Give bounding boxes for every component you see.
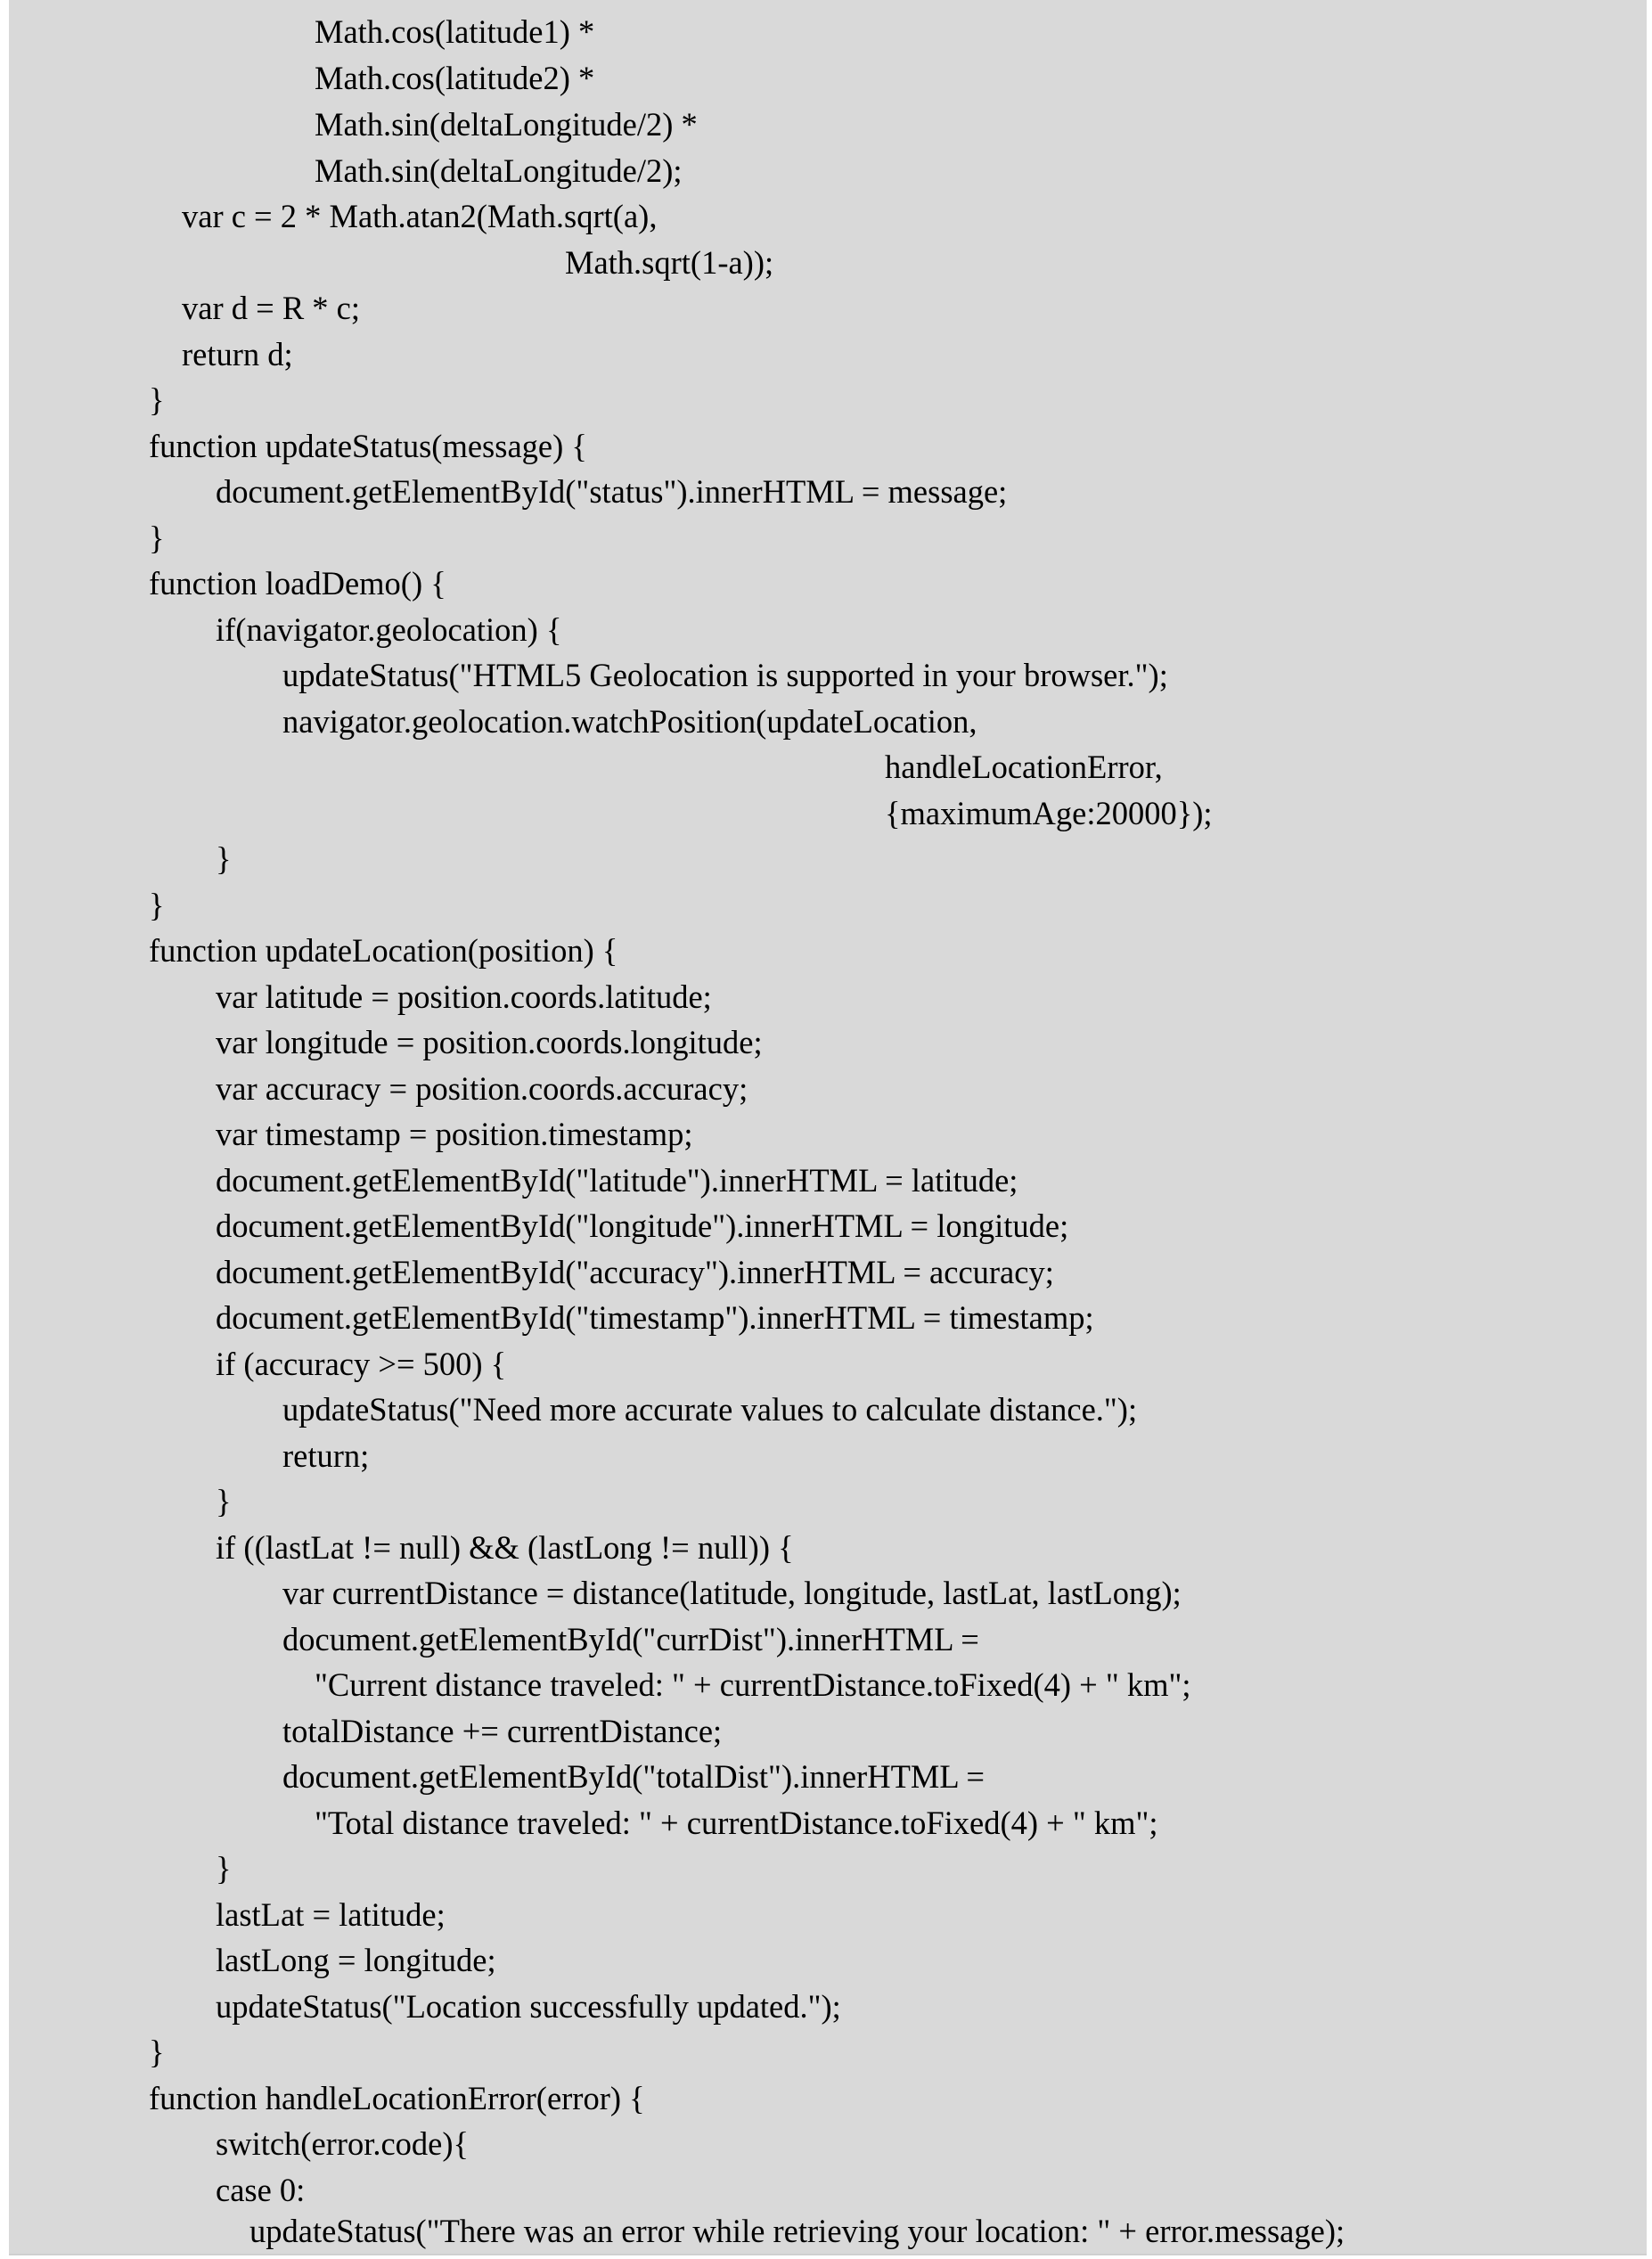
- code-line: totalDistance += currentDistance;: [282, 1713, 723, 1749]
- code-line: "Total distance traveled: " + currentDistance.toFixed(4) + " km";: [315, 1805, 1158, 1841]
- code-line: Math.cos(latitude2) *: [315, 60, 595, 96]
- code-line: handleLocationError,: [885, 749, 1163, 785]
- code-line: "Current distance traveled: " + currentDistance.toFixed(4) + " km";: [315, 1666, 1191, 1703]
- code-line: var longitude = position.coords.longitude;: [216, 1024, 763, 1060]
- code-line: var c = 2 * Math.atan2(Math.sqrt(a),: [182, 198, 658, 234]
- code-line: }: [216, 840, 232, 877]
- code-line: updateStatus("HTML5 Geolocation is supported in your browser.");: [282, 657, 1168, 693]
- code-line: document.getElementById("currDist").innerHTML =: [282, 1621, 979, 1657]
- code-line: lastLat = latitude;: [216, 1896, 446, 1933]
- code-line: switch(error.code){: [216, 2125, 470, 2162]
- code-line: var currentDistance = distance(latitude, longitude, lastLat, lastLong);: [282, 1575, 1182, 1611]
- code-line: if(navigator.geolocation) {: [216, 611, 562, 648]
- code-line: }: [149, 887, 165, 923]
- code-line: updateStatus("Need more accurate values to calculate distance.");: [282, 1391, 1138, 1428]
- code-line: Math.cos(latitude1) *: [315, 13, 595, 50]
- code-line: return;: [282, 1437, 370, 1474]
- code-line: return d;: [182, 336, 293, 372]
- code-line: }: [216, 1850, 232, 1887]
- code-line: {maximumAge:20000});: [885, 795, 1213, 831]
- code-line: case 0:: [216, 2172, 306, 2208]
- code-line: }: [149, 381, 165, 418]
- code-line: document.getElementById("status").innerHTML = message;: [216, 473, 1008, 510]
- code-line: navigator.geolocation.watchPosition(updateLocation,: [282, 703, 977, 740]
- code-line: }: [149, 2034, 165, 2070]
- code-line: document.getElementById("timestamp").innerHTML = timestamp;: [216, 1299, 1094, 1336]
- code-line: updateStatus("Location successfully updated.");: [216, 1988, 841, 2025]
- code-line: function handleLocationError(error) {: [149, 2080, 645, 2116]
- code-line: var d = R * c;: [182, 290, 361, 326]
- code-line: if (accuracy >= 500) {: [216, 1346, 507, 1382]
- code-line: updateStatus("There was an error while retrieving your location: " + error.message);: [249, 2213, 1345, 2249]
- code-line: Math.sqrt(1-a));: [565, 244, 774, 281]
- code-line: lastLong = longitude;: [216, 1942, 496, 1978]
- code-line: var accuracy = position.coords.accuracy;: [216, 1070, 748, 1107]
- code-line: function loadDemo() {: [149, 565, 446, 602]
- code-line: document.getElementById("accuracy").innerHTML = accuracy;: [216, 1254, 1054, 1290]
- code-line: if ((lastLat != null) && (lastLong != null)) {: [216, 1529, 794, 1566]
- code-line: document.getElementById("latitude").innerHTML = latitude;: [216, 1162, 1018, 1199]
- code-line: var latitude = position.coords.latitude;: [216, 978, 712, 1015]
- code-line: Math.sin(deltaLongitude/2) *: [315, 106, 698, 143]
- code-line: document.getElementById("totalDist").innerHTML =: [282, 1758, 985, 1795]
- code-line: var timestamp = position.timestamp;: [216, 1116, 693, 1152]
- code-line: Math.sin(deltaLongitude/2);: [315, 152, 683, 189]
- code-line: document.getElementById("longitude").innerHTML = longitude;: [216, 1207, 1069, 1244]
- code-line: function updateLocation(position) {: [149, 932, 618, 969]
- code-line: function updateStatus(message) {: [149, 428, 587, 464]
- code-listing: [9, 0, 1647, 2255]
- code-line: }: [216, 1483, 232, 1519]
- code-line: }: [149, 520, 165, 556]
